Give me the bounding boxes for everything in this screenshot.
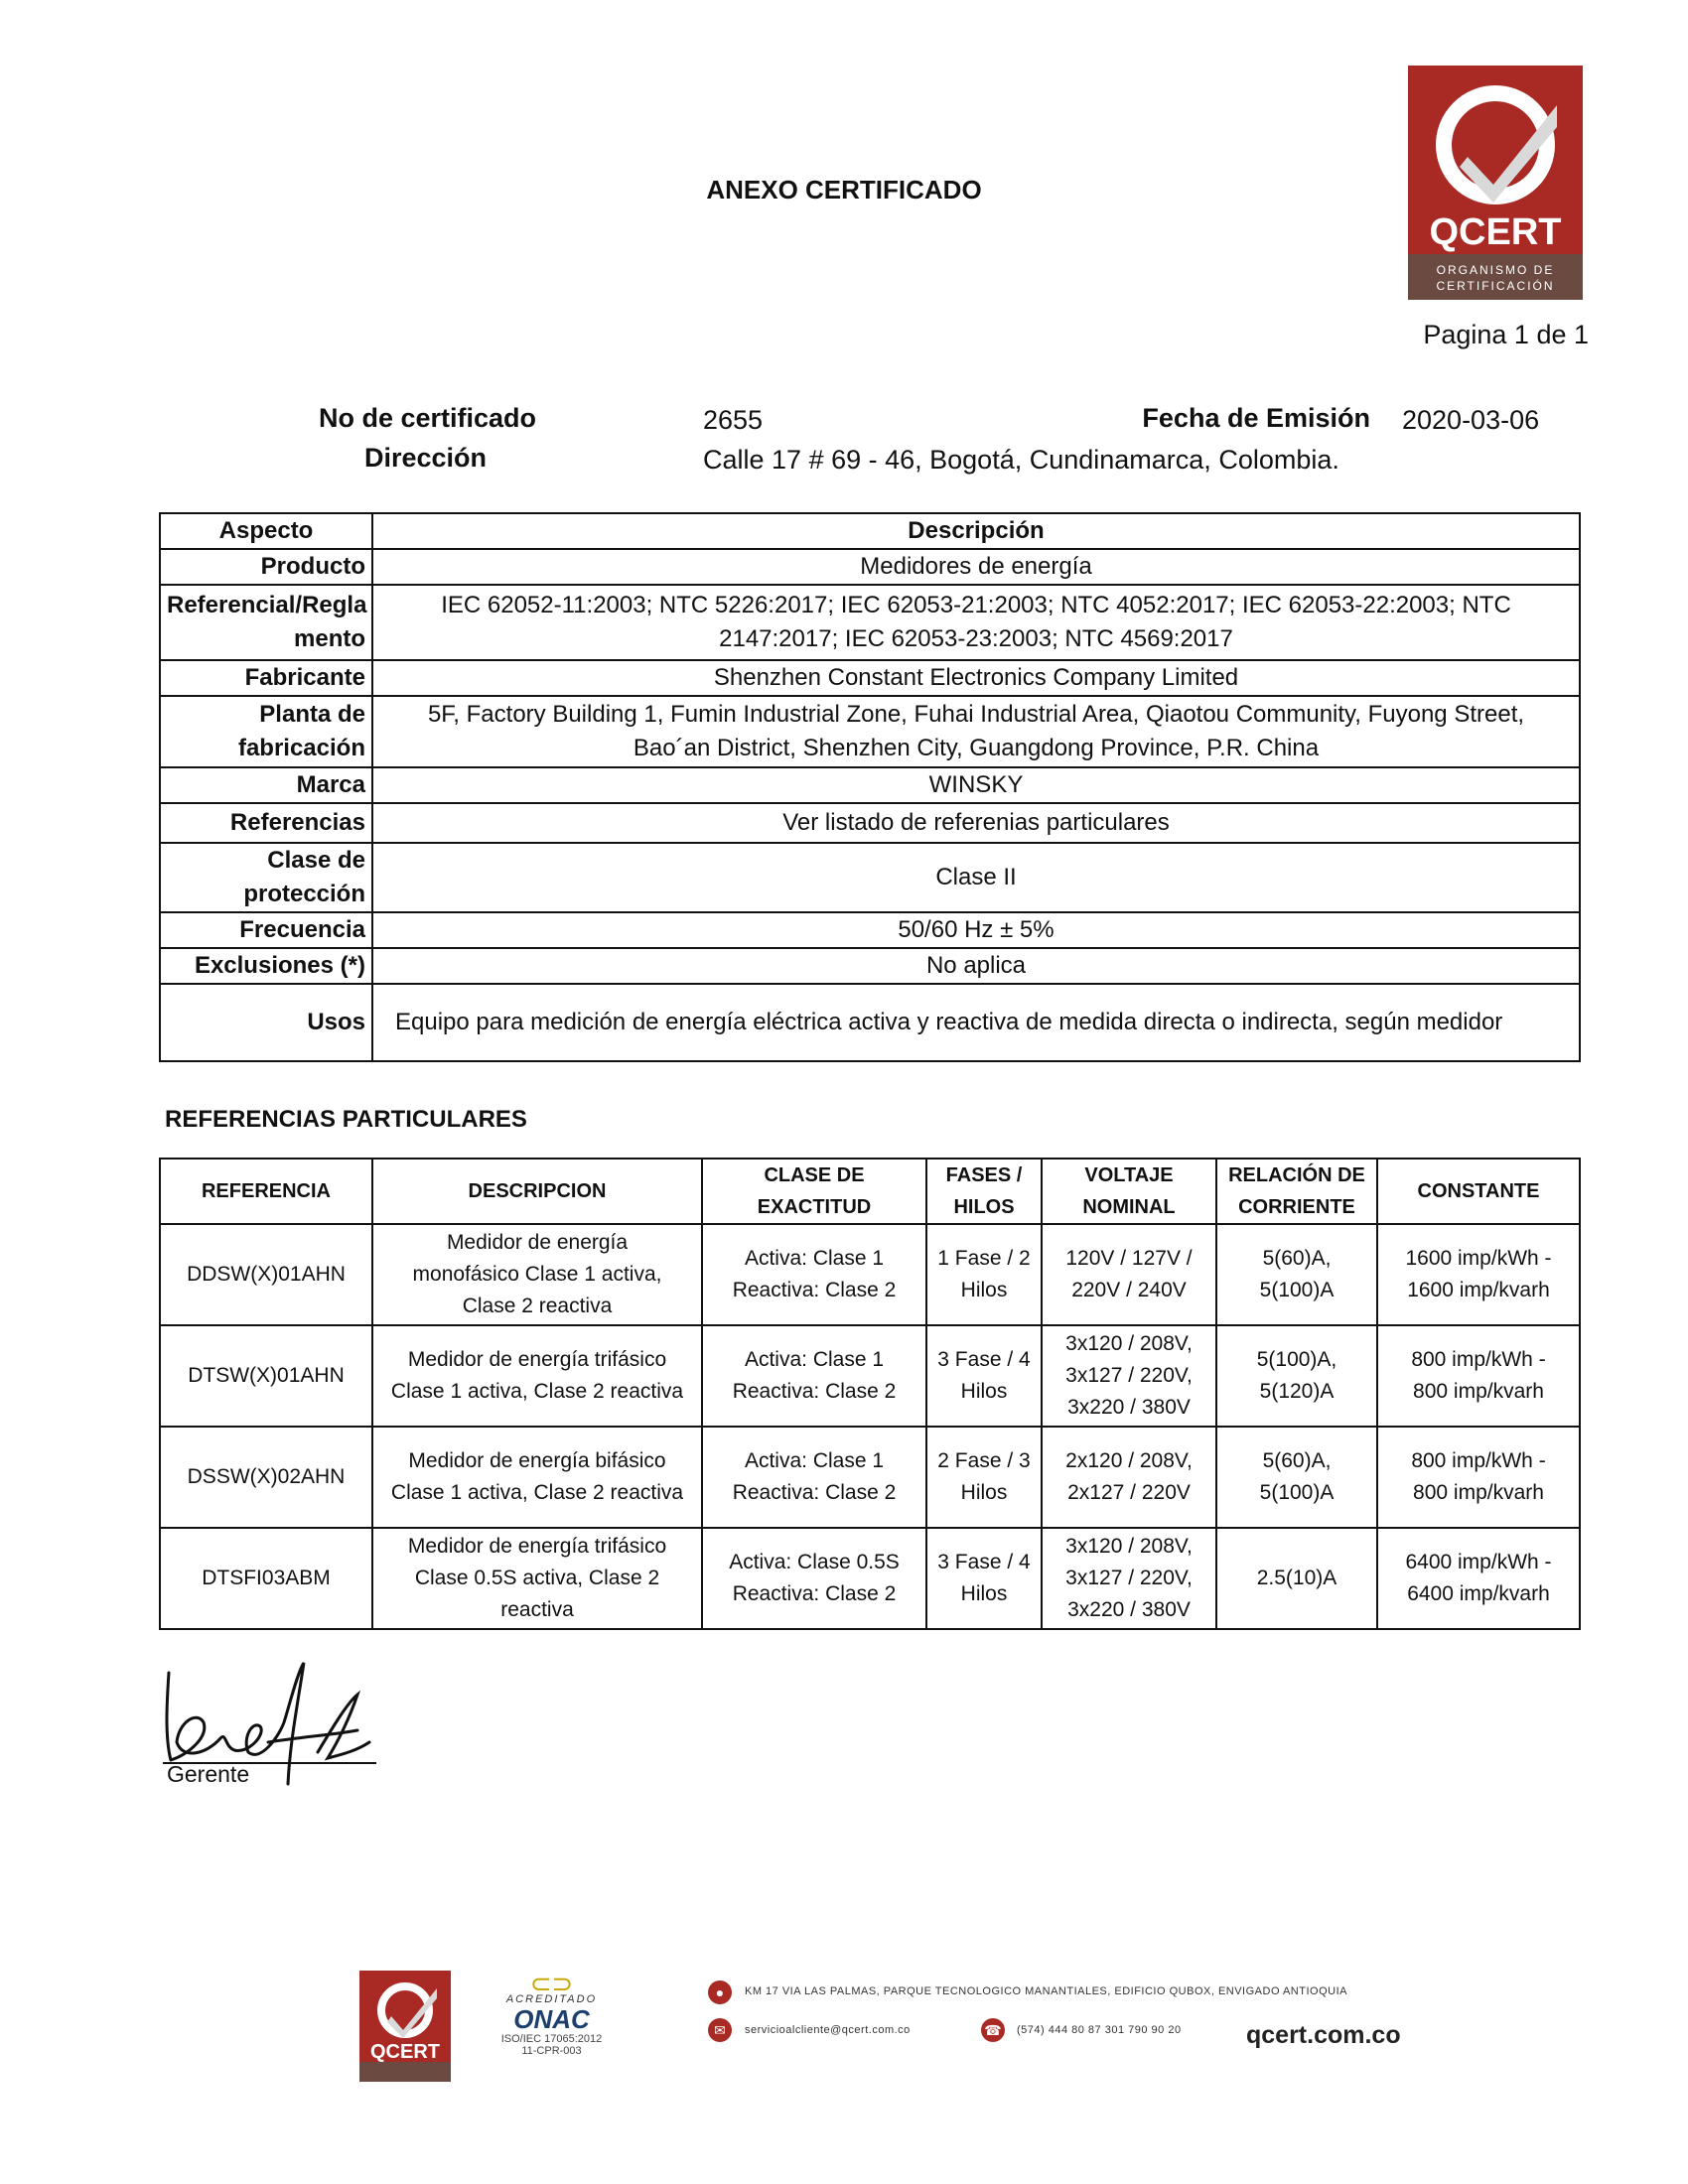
table-row	[160, 843, 1580, 912]
cell-constante	[1377, 1325, 1580, 1427]
cell-voltaje	[1042, 1427, 1216, 1528]
cell-voltaje-line: 3x120 / 208V,	[1065, 1535, 1193, 1558]
cell-constante	[1377, 1427, 1580, 1528]
col-constante: CONSTANTE	[1377, 1159, 1580, 1224]
cell-descripcion-line: Clase 0.5S activa, Clase 2	[414, 1567, 660, 1589]
cell-descripcion	[372, 1528, 702, 1629]
cell-clase-line: Reactiva: Clase 2	[732, 1582, 897, 1605]
certificate-details-table	[159, 512, 1581, 1062]
referencial-value-line-2: 2147:2017; IEC 62053-23:2003; NTC 4569:2017	[719, 625, 1233, 652]
table-row	[160, 912, 1580, 948]
table-row	[160, 1427, 1580, 1528]
producto-value: Medidores de energía	[372, 549, 1580, 585]
references-table	[159, 1158, 1581, 1630]
cell-fases	[926, 1528, 1042, 1629]
cell-fases	[926, 1427, 1042, 1528]
cell-fases-line: 1 Fase / 2	[937, 1247, 1031, 1270]
cell-clase-line: Reactiva: Clase 2	[732, 1279, 897, 1301]
planta-value-line-2: Bao´an District, Shenzhen City, Guangdong Province, P.R. China	[633, 735, 1320, 761]
cell-relacion	[1216, 1427, 1377, 1528]
cell-voltaje	[1042, 1224, 1216, 1325]
document-title: ANEXO CERTIFICADO	[706, 175, 982, 205]
table-row	[160, 1325, 1580, 1427]
frecuencia-key: Frecuencia	[160, 912, 372, 948]
cell-relacion-line: 5(100)A	[1259, 1279, 1335, 1301]
footer-qcert-logo	[359, 1971, 451, 2082]
exclusiones-key: Exclusiones (*)	[160, 948, 372, 984]
cell-referencia: DTSFI03ABM	[160, 1528, 372, 1629]
cell-descripcion-line: Clase 1 activa, Clase 2 reactiva	[390, 1481, 684, 1504]
col-clase: CLASE DE EXACTITUD	[702, 1159, 926, 1224]
referencias-key: Referencias	[160, 803, 372, 843]
cell-descripcion-line: Medidor de energía bifásico	[408, 1449, 666, 1472]
marca-value: WINSKY	[372, 767, 1580, 803]
referencial-key-line-2: mento	[294, 625, 365, 652]
cell-voltaje-line: 3x127 / 220V,	[1065, 1364, 1193, 1387]
cell-voltaje-line: 2x120 / 208V,	[1065, 1449, 1193, 1472]
referencial-value	[372, 585, 1580, 660]
cell-fases-line: Hilos	[960, 1582, 1008, 1605]
col-relacion	[1216, 1159, 1377, 1224]
cell-clase-line: Reactiva: Clase 2	[732, 1481, 897, 1504]
table-row	[160, 696, 1580, 767]
footer-website[interactable]: qcert.com.co	[1246, 2021, 1401, 2049]
col-relacion-line-2: CORRIENTE	[1238, 1196, 1355, 1218]
cell-fases-line: Hilos	[960, 1380, 1008, 1403]
referencias-value: Ver listado de referenias particulares	[372, 803, 1580, 843]
col-fases-line-2: HILOS	[953, 1196, 1015, 1218]
footer-email[interactable]: servicioalcliente@qcert.com.co	[745, 2024, 911, 2036]
cell-voltaje-line: 3x220 / 380V	[1067, 1396, 1191, 1419]
frecuencia-value: 50/60 Hz ± 5%	[372, 912, 1580, 948]
table-header-row	[160, 513, 1580, 549]
clase-key-line-1: Clase de	[267, 847, 365, 874]
planta-value	[372, 696, 1580, 767]
cell-constante	[1377, 1224, 1580, 1325]
cell-fases	[926, 1224, 1042, 1325]
cell-constante	[1377, 1528, 1580, 1629]
cell-relacion	[1216, 1325, 1377, 1427]
onac-accreditation	[475, 1969, 629, 2085]
table-row	[160, 984, 1580, 1061]
address-value: Calle 17 # 69 - 46, Bogotá, Cundinamarca, Colombia.	[703, 445, 1339, 475]
cell-descripcion-line: Medidor de energía	[446, 1231, 629, 1254]
fabricante-value: Shenzhen Constant Electronics Company Limited	[372, 660, 1580, 696]
clase-key-line-2: protección	[243, 881, 365, 907]
planta-key	[160, 696, 372, 767]
col-voltaje-line-2: NOMINAL	[1082, 1196, 1176, 1218]
footer-address: KM 17 VIA LAS PALMAS, PARQUE TECNOLOGICO MANANTIALES, EDIFICIO QUBOX, ENVIGADO ANTIOQUIA	[745, 1985, 1347, 1997]
certificate-number-label: No de certificado	[318, 403, 536, 433]
cell-constante-line: 800 imp/kvarh	[1413, 1481, 1544, 1504]
address-label: Dirección	[363, 443, 487, 473]
cell-referencia: DTSW(X)01AHN	[160, 1325, 372, 1427]
cell-voltaje	[1042, 1528, 1216, 1629]
table-row	[160, 803, 1580, 843]
footer-phone: (574) 444 80 87 301 790 90 20	[1017, 2024, 1182, 2036]
cell-clase	[702, 1325, 926, 1427]
cell-descripcion	[372, 1427, 702, 1528]
cell-descripcion-line: monofásico Clase 1 activa,	[412, 1263, 662, 1286]
cell-constante-line: 800 imp/kvarh	[1413, 1380, 1544, 1403]
usos-key: Usos	[160, 984, 372, 1061]
cell-constante-line: 6400 imp/kvarh	[1407, 1582, 1550, 1605]
table-row	[160, 1224, 1580, 1325]
refs-header-row	[160, 1159, 1580, 1224]
cell-voltaje-line: 3x220 / 380V	[1067, 1598, 1191, 1621]
table-row	[160, 549, 1580, 585]
producto-key: Producto	[160, 549, 372, 585]
clase-key	[160, 843, 372, 912]
cell-clase	[702, 1528, 926, 1629]
cell-referencia: DSSW(X)02AHN	[160, 1427, 372, 1528]
referencial-key	[160, 585, 372, 660]
cell-relacion-line: 2.5(10)A	[1256, 1567, 1337, 1589]
cell-descripcion-line: Clase 1 activa, Clase 2 reactiva	[390, 1380, 684, 1403]
cell-relacion-line: 5(120)A	[1259, 1380, 1335, 1403]
cell-relacion-line: 5(60)A,	[1262, 1449, 1332, 1472]
referencial-key-line-1: Referencial/Regla	[167, 592, 367, 618]
planta-value-line-1: 5F, Factory Building 1, Fumin Industrial Zone, Fuhai Industrial Area, Qiaotou Community, Fuyong Street,	[427, 701, 1525, 728]
col-relacion-line-1: RELACIÓN DE	[1228, 1164, 1365, 1186]
cell-clase-line: Reactiva: Clase 2	[732, 1380, 897, 1403]
qcert-logo	[1408, 66, 1583, 300]
exclusiones-value: No aplica	[372, 948, 1580, 984]
cell-descripcion-line: Clase 2 reactiva	[462, 1295, 613, 1317]
onac-standard: ISO/IEC 17065:2012	[500, 2033, 603, 2045]
issue-date-value: 2020-03-06	[1402, 405, 1540, 435]
logo-tagline-2: CERTIFICACIÓN	[1436, 279, 1555, 293]
refs-section-title: REFERENCIAS PARTICULARES	[165, 1106, 527, 1133]
cell-relacion	[1216, 1224, 1377, 1325]
planta-key-line-1: Planta de	[259, 701, 365, 728]
fabricante-key: Fabricante	[160, 660, 372, 696]
cell-constante-line: 800 imp/kWh -	[1411, 1348, 1546, 1371]
onac-brand: ONAC	[513, 2004, 590, 2034]
cell-constante-line: 6400 imp/kWh -	[1405, 1551, 1552, 1573]
cell-fases-line: 2 Fase / 3	[937, 1449, 1031, 1472]
cell-fases-line: 3 Fase / 4	[937, 1348, 1031, 1371]
page-number: Pagina 1 de 1	[1423, 320, 1589, 349]
col-fases-line-1: FASES /	[945, 1164, 1023, 1186]
signature-label: Gerente	[167, 1761, 250, 1787]
cell-fases-line: 3 Fase / 4	[937, 1551, 1031, 1573]
cell-descripcion-line: reactiva	[500, 1598, 574, 1621]
cell-descripcion-line: Medidor de energía trifásico	[407, 1348, 667, 1371]
logo-brand: QCERT	[1429, 211, 1562, 253]
cell-fases	[926, 1325, 1042, 1427]
cell-clase-line: Activa: Clase 1	[744, 1449, 885, 1472]
marca-key: Marca	[160, 767, 372, 803]
cell-constante-line: 1600 imp/kWh -	[1405, 1247, 1552, 1270]
cell-voltaje-line: 2x127 / 220V	[1067, 1481, 1191, 1504]
planta-key-line-2: fabricación	[237, 735, 365, 761]
phone-icon: ☎	[981, 2018, 1005, 2042]
col-referencia: REFERENCIA	[160, 1159, 372, 1224]
refs-body	[160, 1224, 1580, 1629]
table-row	[160, 1528, 1580, 1629]
cell-descripcion	[372, 1325, 702, 1427]
cell-voltaje-line: 220V / 240V	[1071, 1279, 1187, 1301]
cell-relacion-line: 5(100)A	[1259, 1481, 1335, 1504]
col-voltaje-line-1: VOLTAJE	[1084, 1164, 1174, 1186]
cell-relacion-line: 5(60)A,	[1262, 1247, 1332, 1270]
logo-tagline-1: ORGANISMO DE	[1436, 263, 1555, 277]
certificate-number-value: 2655	[703, 405, 764, 435]
table-row	[160, 948, 1580, 984]
cell-descripcion	[372, 1224, 702, 1325]
email-icon: ✉	[708, 2018, 732, 2042]
descripcion-header: Descripción	[372, 513, 1580, 549]
table-row	[160, 585, 1580, 660]
location-icon: ●	[708, 1980, 732, 2004]
cell-fases-line: Hilos	[960, 1481, 1008, 1504]
col-descripcion: DESCRIPCION	[372, 1159, 702, 1224]
cell-clase-line: Activa: Clase 0.5S	[729, 1551, 900, 1573]
cell-clase	[702, 1224, 926, 1325]
onac-accredited-text: ACREDITADO	[505, 1993, 598, 2005]
cell-fases-line: Hilos	[960, 1279, 1008, 1301]
clase-value: Clase II	[372, 843, 1580, 912]
cell-descripcion-line: Medidor de energía trifásico	[407, 1535, 667, 1558]
cell-voltaje	[1042, 1325, 1216, 1427]
cell-voltaje-line: 3x127 / 220V,	[1065, 1567, 1193, 1589]
cell-referencia: DDSW(X)01AHN	[160, 1224, 372, 1325]
cell-constante-line: 1600 imp/kvarh	[1407, 1279, 1550, 1301]
aspecto-header: Aspecto	[160, 513, 372, 549]
issue-date-label: Fecha de Emisión	[1142, 403, 1370, 433]
cell-constante-line: 800 imp/kWh -	[1411, 1449, 1546, 1472]
table-row	[160, 660, 1580, 696]
footer-logo-brand: QCERT	[370, 2041, 440, 2063]
cell-clase	[702, 1427, 926, 1528]
cell-relacion	[1216, 1528, 1377, 1629]
col-fases	[926, 1159, 1042, 1224]
cell-relacion-line: 5(100)A,	[1256, 1348, 1337, 1371]
table-row	[160, 767, 1580, 803]
usos-value: Equipo para medición de energía eléctrica activa y reactiva de medida directa o indirecta, según medidor	[372, 984, 1580, 1061]
col-voltaje	[1042, 1159, 1216, 1224]
onac-icon: ⊂⊃	[529, 1969, 574, 1998]
onac-code: 11-CPR-003	[521, 2045, 582, 2057]
cell-voltaje-line: 120V / 127V /	[1065, 1247, 1193, 1270]
cell-clase-line: Activa: Clase 1	[744, 1247, 885, 1270]
cell-voltaje-line: 3x120 / 208V,	[1065, 1332, 1193, 1355]
cell-clase-line: Activa: Clase 1	[744, 1348, 885, 1371]
referencial-value-line-1: IEC 62052-11:2003; NTC 5226:2017; IEC 62053-21:2003; NTC 4052:2017; IEC 62053-22:2003; NTC	[441, 592, 1511, 618]
